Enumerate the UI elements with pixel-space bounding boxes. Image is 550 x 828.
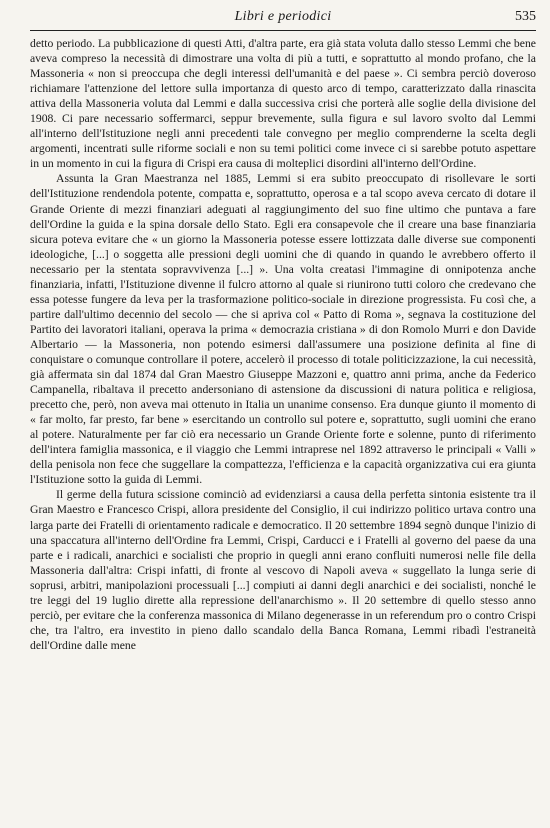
paragraph-continued: detto periodo. La pubblicazione di questi Atti, d'altra parte, era già stata voluta dallo stesso Lemmi che bene aveva compreso la necessità di dimostrare una volta di più a tutti, e soprattutto al mondo profano, che la Massoneria « non si preoccupa che degli interessi dell'umanità e del paese ». Ci sembra perciò doveroso richiamare l'attenzione del lettore sulla importanza di questo arco di tempo, caratterizzato dalla rinascita attiva della Massoneria voluta dal Lemmi e dalla successiva crisi che porterà alle soglie della divisione del 1908. Ci pare necessario soffermarci, seppur brevemente, sulla figura e sul lavoro svolto dal Lemmi all'interno dell'Istituzione negli anni precedenti tale convegno per meglio comprenderne la scelta degli argomenti, incentrati sulle riforme sociali e non su temi politici come invece ci si sarebbe potuto aspettare in un momento in cui la figura di Crispi era causa di molteplici disordini all'interno dell'Ordine.: [30, 37, 536, 171]
paragraph-gran-maestranza: Assunta la Gran Maestranza nel 1885, Lemmi si era subito preoccupato di risollevare le sorti dell'Istituzione rendendola potente, compatta e, soprattutto, operosa e a tal scopo aveva cercato di dotare il Grande Oriente di mezzi finanziari adeguati al raggiungimento del suo fine ultimo che puntava a fare dell'Ordine la guida e la spina dorsale dello Stato. Egli era consapevole che il creare una base finanziaria sicura poteva evitare che « un giorno la Massoneria potesse essere lottizzata dalle diverse sue componenti ideologiche, [...] o soggetta alle pressioni degli uomini che di quando in quando le avrebbero offerto il necessario per la stentata sopravvivenza [...] ». Una volta creatasi l'immagine di onnipotenza anche finanziaria, infatti, l'Istituzione divenne il fulcro attorno al quale si riunirono tutti coloro che credevano che essa potesse fungere da leva per la trasformazione politico-sociale in direzione progressista. Fu così che, a partire dall'ultimo decennio del secolo — che si apriva col « Patto di Roma », segnava la costituzione del Partito dei lavoratori italiani, operava la prima « democrazia cristiana » di don Romolo Murri e don Davide Albertario — la Massoneria, non potendo esimersi dall'assumere una posizione definita al fine di conquistare o comunque controllare il potere, accelerò il processo di totale politicizzazione, la cui necessità, già affermata sin dal 1874 dal Gran Maestro Giuseppe Mazzoni e, quattro anni prima, anche da Federico Campanella, ribaltava il precetto andersoniano di astensione da discussioni di natura politica e religiosa, precetto che, però, non aveva mai ottenuto in Italia un unanime consenso. Era dunque giunto il momento di « far molto, far presto, far bene » esercitando un controllo sul potere e, soprattutto, sugli uomini che erano al potere. Naturalmente per far ciò era necessario un Grande Oriente forte e solenne, punto di riferimento dell'intera famiglia massonica, e il viaggio che Lemmi intraprese nel 1892 attraverso le principali « Valli » della penisola non fece che suggellare la compattezza, l'efficienza e la capacità organizzativa cui era giunta l'Istituzione sotto la guida di Lemmi.: [30, 172, 536, 487]
running-header: [30, 6, 536, 31]
article-body: [30, 36, 536, 653]
page-number: 535: [515, 9, 536, 24]
paragraph-scissione: Il germe della futura scissione cominciò ad evidenziarsi a causa della perfetta sintonia esistente tra il Gran Maestro e Francesco Crispi, allora presidente del Consiglio, il cui indirizzo politico urtava contro una larga parte dei Fratelli di orientamento radicale e democratico. Il 20 settembre 1894 segnò dunque l'inizio di una spaccatura all'interno dell'Ordine fra Lemmi, Crispi, Carducci e i Fratelli al governo del paese da una parte e i radicali, anarchici e socialisti che proprio in quegli anni erano confluiti numerosi nelle file della Massoneria dall'altra: Crispi infatti, di fronte al vescovo di Napoli aveva « suggellato la lunga serie di soprusi, arbitri, manipolazioni processuali [...] compiuti ai danni degli anarchici e dei socialisti, nonché le tre leggi del 19 luglio dirette alla repressione dell'anarchismo ». Il 20 settembre di quello stesso anno perciò, per evitare che la conferenza massonica di Milano degenerasse in un referendum pro o contro Crispi che, tra l'altro, era investito in pieno dallo scandalo della Banca Romana, Lemmi ribadì l'estraneità dell'Ordine dalle mene: [30, 488, 536, 652]
journal-section-title: Libri e periodici: [234, 9, 332, 24]
